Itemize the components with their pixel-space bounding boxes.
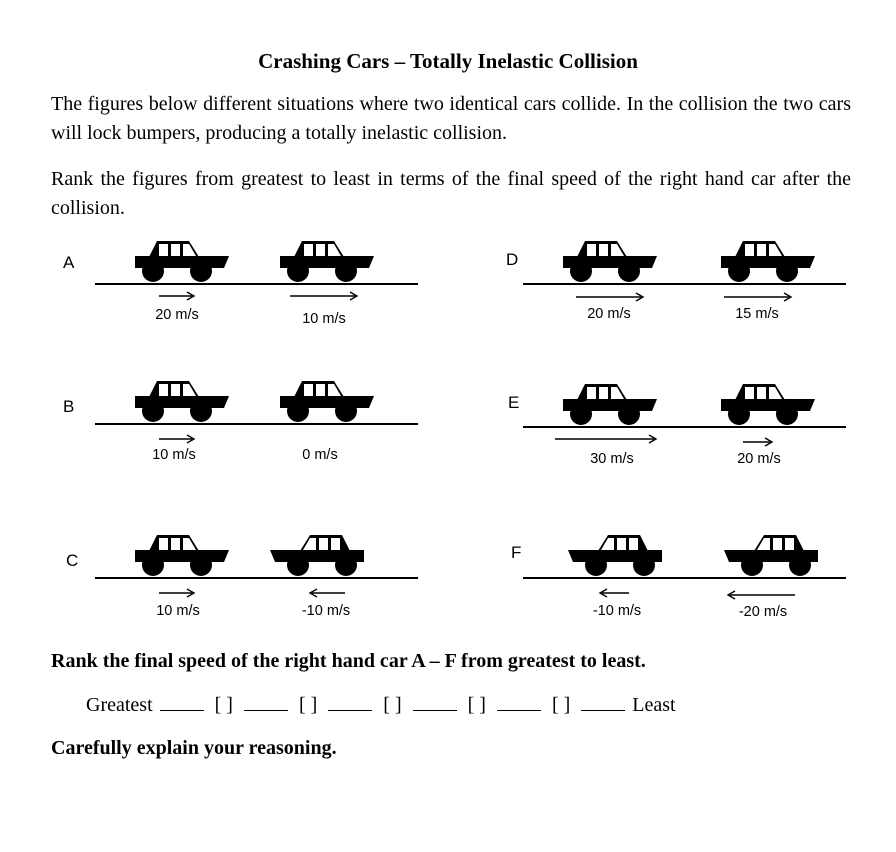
right-arrow-right-icon — [742, 437, 776, 447]
left-arrow-right-icon — [158, 588, 198, 598]
right-arrow-right-icon — [289, 291, 361, 301]
rank-blank — [160, 694, 204, 711]
road-line — [523, 426, 846, 428]
road-line — [523, 283, 846, 285]
left-arrow-right-icon — [158, 434, 198, 444]
left-arrow-right-icon — [158, 291, 198, 301]
right-car-icon — [276, 377, 376, 423]
left-arrow-left-icon — [596, 588, 630, 598]
right-speed-label: -10 m/s — [301, 603, 351, 619]
rank-blank — [413, 694, 457, 711]
left-speed-label: 10 m/s — [156, 603, 200, 619]
right-speed-label: -20 m/s — [738, 604, 788, 620]
rank-slot-4[interactable]: [ ] — [467, 694, 486, 716]
right-car-icon — [268, 531, 368, 577]
rank-slot-1[interactable]: [ ] — [214, 694, 233, 716]
left-arrow-right-icon — [575, 292, 647, 302]
left-speed-label: 30 m/s — [590, 451, 634, 467]
left-car-icon — [131, 237, 231, 283]
right-car-icon — [722, 531, 822, 577]
figure-label: D — [506, 250, 519, 269]
left-speed-label: 10 m/s — [152, 447, 196, 463]
left-car-icon — [559, 237, 659, 283]
right-car-icon — [717, 237, 817, 283]
figure-label: F — [511, 543, 522, 562]
explain-prompt: Carefully explain your reasoning. — [51, 737, 337, 759]
right-arrow-right-icon — [723, 292, 795, 302]
rank-blank — [581, 694, 625, 711]
left-car-icon — [566, 531, 666, 577]
rank-slot-5[interactable]: [ ] — [551, 694, 571, 716]
right-arrow-left-icon — [724, 590, 796, 600]
road-line — [523, 577, 846, 579]
right-car-icon — [717, 380, 817, 426]
road-line — [95, 577, 418, 579]
rank-blank — [328, 694, 372, 711]
left-car-icon — [131, 531, 231, 577]
ranking-prompt: Rank the final speed of the right hand car A – F from greatest to least. — [51, 650, 646, 672]
intro-paragraph: The figures below different situations where two identical cars collide. In the collision the two cars will lock bumpers, producing a totally inelastic collision. — [51, 93, 851, 144]
figure-label: B — [63, 397, 75, 416]
left-speed-label: 20 m/s — [155, 307, 199, 323]
right-speed-label: 0 m/s — [302, 447, 338, 463]
instruction-paragraph: Rank the figures from greatest to least in terms of the final speed of the right hand car after the collision. — [51, 168, 851, 219]
right-arrow-left-icon — [306, 588, 346, 598]
right-speed-label: 15 m/s — [735, 306, 779, 322]
right-speed-label: 20 m/s — [737, 451, 781, 467]
road-line — [95, 283, 418, 285]
right-speed-label: 10 m/s — [302, 311, 346, 327]
rank-blank — [244, 694, 288, 711]
ranking-row — [86, 694, 676, 717]
road-line — [95, 423, 418, 425]
left-car-icon — [559, 380, 659, 426]
left-speed-label: -10 m/s — [592, 603, 642, 619]
rank-slot-3[interactable]: [ ] — [383, 694, 402, 716]
rank-blank — [497, 694, 541, 711]
greatest-label: Greatest — [86, 694, 153, 716]
right-car-icon — [276, 237, 376, 283]
figure-label: E — [508, 393, 520, 412]
figure-label: C — [66, 551, 79, 570]
left-car-icon — [131, 377, 231, 423]
rank-slot-2[interactable]: [ ] — [298, 694, 318, 716]
least-label: Least — [632, 694, 676, 716]
left-speed-label: 20 m/s — [587, 306, 631, 322]
figure-label: A — [63, 253, 75, 272]
left-arrow-right-icon — [554, 434, 660, 444]
page-title: Crashing Cars – Totally Inelastic Collision — [258, 49, 638, 73]
